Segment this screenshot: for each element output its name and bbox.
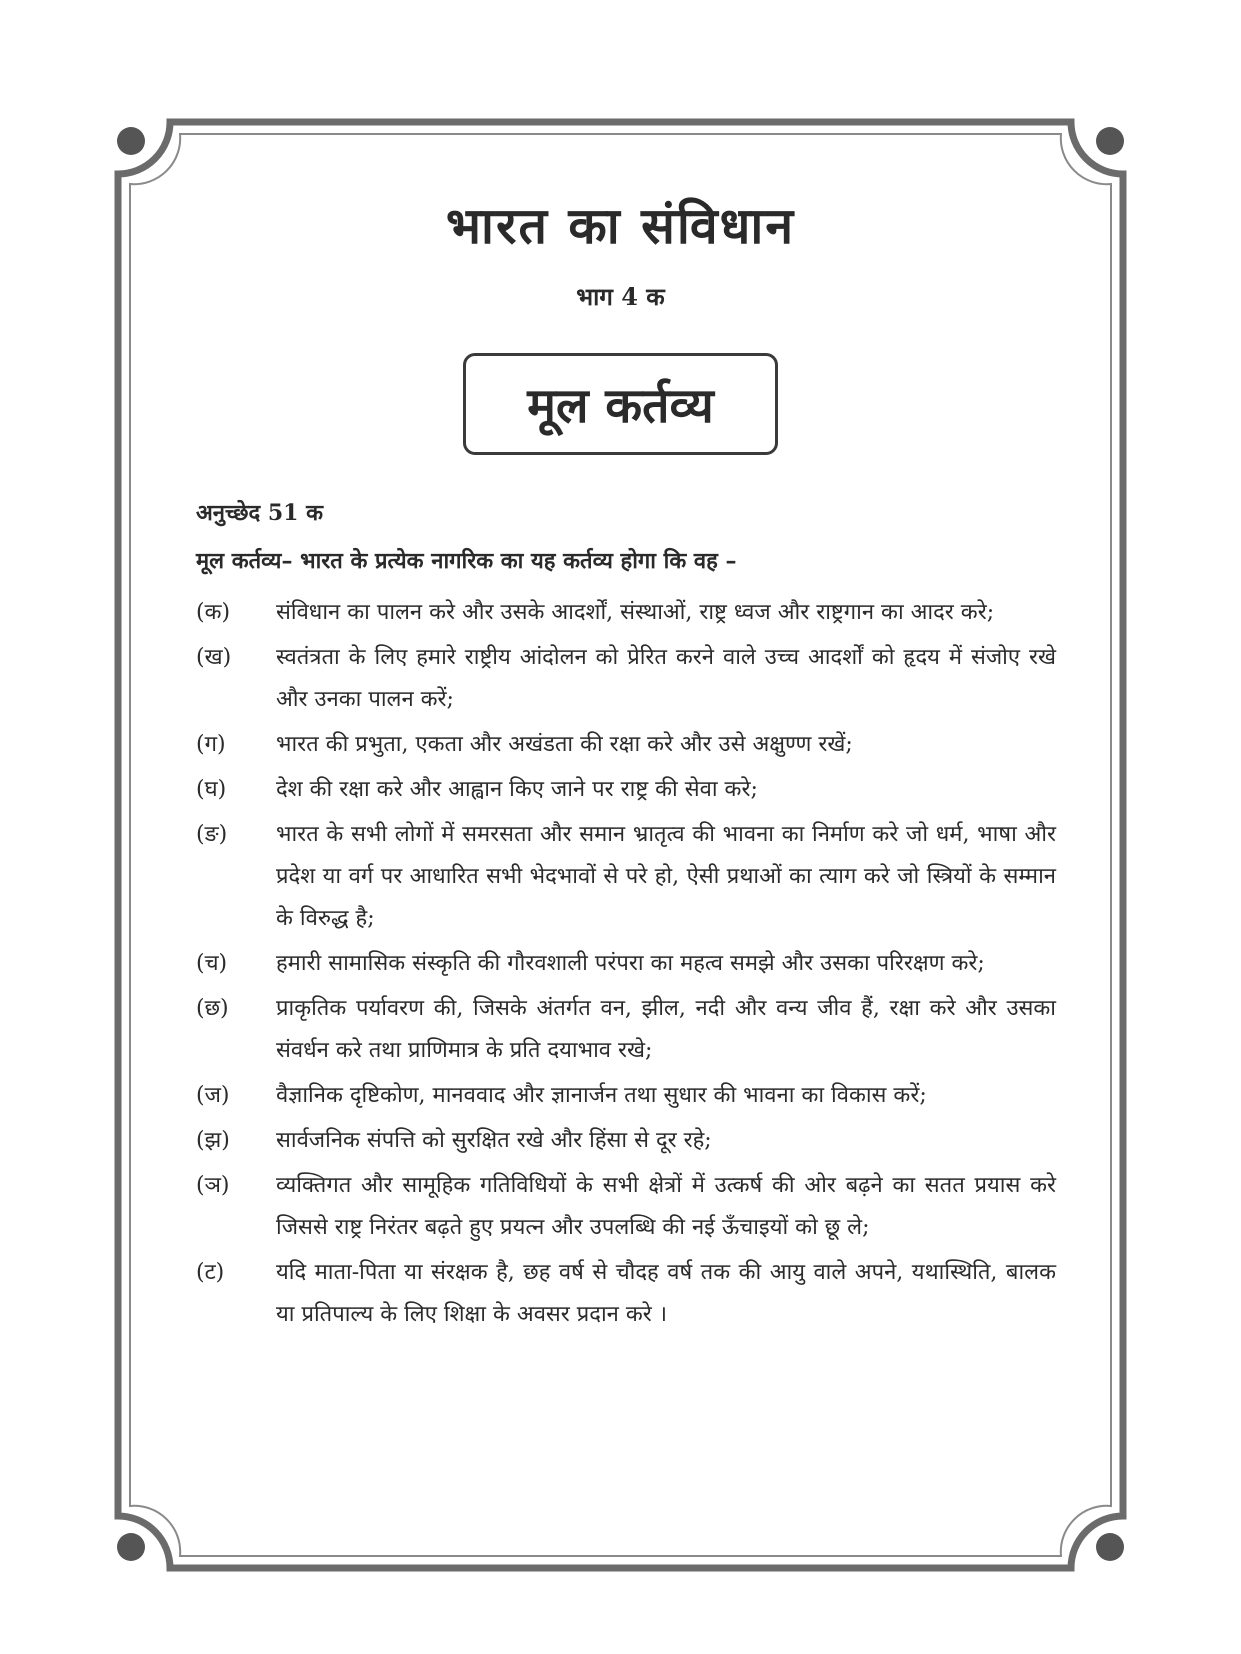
duty-marker: (घ) (196, 777, 227, 802)
duty-text: भारत के सभी लोगों में समरसता और समान भ्रातृत्व की भावना का निर्माण करे जो धर्म, भाषा और प्रदेश या वर्ग पर आधारित सभी भेदभावों से परे हो, ऐसी प्रथाओं का त्याग करे जो स्त्रियों के सम्मान के विरुद्ध है; (276, 822, 1056, 931)
list-item (196, 1252, 1056, 1336)
article-label: अनुच्छेद 51 क (196, 500, 324, 526)
duty-marker: (च) (196, 951, 228, 976)
duty-text: व्यक्तिगत और सामूहिक गतिविधियों के सभी क्षेत्रों में उत्कर्ष की ओर बढ़ने का सतत प्रयास करे जिससे राष्ट्र निरंतर बढ़ते हुए प्रयत्न और उपलब्धि की नई ऊँचाइयों को छू ले; (276, 1173, 1056, 1240)
list-item (196, 637, 1056, 721)
duty-text: संविधान का पालन करे और उसके आदर्शों, संस्थाओं, राष्ट्र ध्वज और राष्ट्रगान का आदर करे; (276, 600, 995, 625)
duty-marker: (ग) (196, 732, 226, 757)
duty-marker: (ख) (196, 645, 232, 670)
duties-list (196, 592, 1056, 1339)
page-title: भारत का संविधान (445, 197, 796, 255)
duty-text: यदि माता-पिता या संरक्षक है, छह वर्ष से चौदह वर्ष तक की आयु वाले अपने, यथास्थिति, बालक या प्रतिपाल्य के लिए शिक्षा के अवसर प्रदान करे । (276, 1260, 1056, 1327)
fundamental-duties-heading: मूल कर्तव्य (527, 377, 714, 434)
duty-marker: (झ) (196, 1128, 230, 1153)
list-item (196, 988, 1056, 1072)
duty-text: हमारी सामासिक संस्कृति की गौरवशाली परंपरा का महत्व समझे और उसका परिरक्षण करे; (276, 951, 985, 976)
list-item (196, 724, 1056, 766)
corner-dot-bottom-left (117, 1533, 145, 1561)
list-item (196, 592, 1056, 634)
list-item (196, 1120, 1056, 1162)
list-item (196, 943, 1056, 985)
list-item (196, 1075, 1056, 1117)
duty-marker: (ङ) (196, 822, 228, 847)
duty-text: सार्वजनिक संपत्ति को सुरक्षित रखे और हिंसा से दूर रहे; (276, 1128, 712, 1153)
duty-text: देश की रक्षा करे और आह्वान किए जाने पर राष्ट्र की सेवा करे; (276, 777, 758, 802)
duty-marker: (क) (196, 600, 231, 625)
corner-dot-bottom-right (1096, 1533, 1124, 1561)
corner-dot-top-left (117, 127, 145, 155)
duty-text: स्वतंत्रता के लिए हमारे राष्ट्रीय आंदोलन को प्रेरित करने वाले उच्च आदर्शों को हृदय में संजोए रखे और उनका पालन करें; (276, 645, 1056, 712)
duty-marker: (छ) (196, 996, 229, 1021)
fundamental-duties-heading-box (463, 353, 778, 455)
duty-text: वैज्ञानिक दृष्टिकोण, मानववाद और ज्ञानार्जन तथा सुधार की भावना का विकास करें; (276, 1083, 927, 1108)
duty-marker: (ट) (196, 1260, 225, 1285)
duty-marker: (ञ) (196, 1173, 230, 1198)
duty-text: प्राकृतिक पर्यावरण की, जिसके अंतर्गत वन, झील, नदी और वन्य जीव हैं, रक्षा करे और उसका संवर्धन करे तथा प्राणिमात्र के प्रति दयाभाव रखे; (276, 996, 1056, 1063)
part-label: भाग 4 क (576, 282, 665, 311)
duty-text: भारत की प्रभुता, एकता और अखंडता की रक्षा करे और उसे अक्षुण्ण रखें; (276, 732, 853, 757)
list-item (196, 1165, 1056, 1249)
duty-marker: (ज) (196, 1083, 230, 1108)
corner-dot-top-right (1096, 127, 1124, 155)
duties-intro: मूल कर्तव्य– भारत के प्रत्येक नागरिक का यह कर्तव्य होगा कि वह – (196, 548, 737, 574)
list-item (196, 769, 1056, 811)
list-item (196, 814, 1056, 940)
